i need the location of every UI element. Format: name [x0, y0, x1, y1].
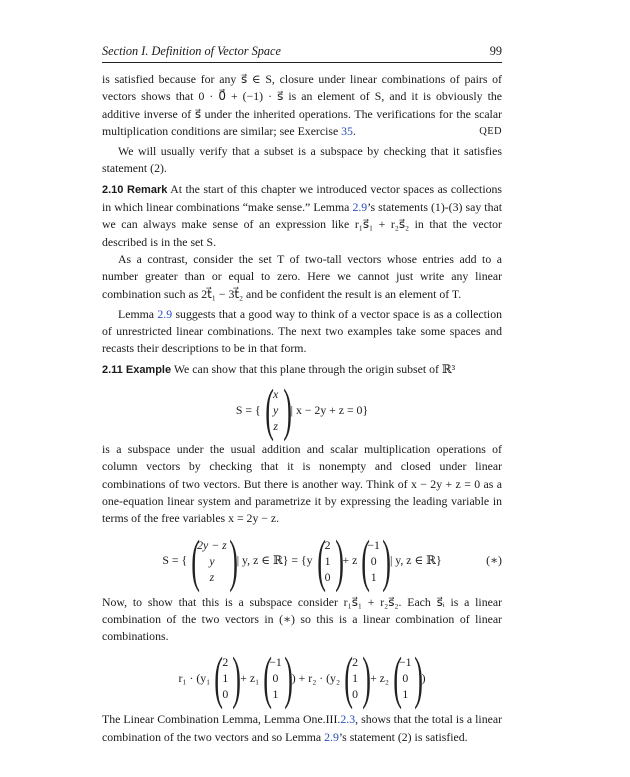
vector-entry: 0: [370, 553, 377, 568]
p7-text-a: The Linear Combination Lemma, Lemma One.III.: [102, 712, 341, 727]
eq-term: r₁ · (y₁: [178, 670, 211, 685]
vector-entry: y: [273, 403, 279, 418]
vector-entry: 2: [222, 655, 229, 670]
example-2-11: [102, 361, 502, 379]
vector-entry: 0: [352, 687, 359, 702]
column-vector: ( x y z ): [264, 377, 292, 443]
running-header: [102, 44, 502, 63]
qed-marker: QED: [479, 125, 502, 137]
column-vector: ( −1 0 1 ): [393, 645, 423, 711]
page-content: [102, 44, 502, 746]
remark-label: 2.10 Remark: [102, 183, 168, 196]
eq-term: + z₂: [370, 670, 390, 685]
eq-lhs: S = {: [162, 553, 188, 568]
vector-entry: 0: [324, 569, 331, 584]
p7-text-b: , shows that the total is a linear combination of the two vectors and so Lemma: [102, 712, 503, 744]
vector-entry: 0: [402, 671, 409, 686]
column-vector: ( 2 1 0 ): [316, 527, 344, 593]
example-label: 2.11 Example: [102, 363, 172, 376]
example-text: We can show that this plane through the origin subset of ℝ³: [171, 361, 456, 376]
p4-text-a: Lemma: [118, 306, 158, 321]
p4-text-b: suggests that a good way to think of a vector space is as a collection of unrestricted linear combinations. The next two examples take some spaces and recasts their descriptions to be in that form.: [102, 306, 502, 356]
equation-tag: (∗): [486, 553, 502, 568]
proof-text: is satisfied because for any s⃗ ∈ S, closure under linear combinations of pairs of vectors shows that 0 · 0⃗ + (−1) · s⃗ is an element of S, and it is obviously the additive inverse of s⃗ under the inherited operations. The verifications for the scalar multiplication conditions are similar; see Exercise: [102, 72, 502, 138]
equation-parametrized: [102, 527, 502, 593]
vector-entry: −1: [269, 655, 282, 670]
vector-entry: 1: [324, 553, 331, 568]
paragraph-subspace: is a subspace under the usual addition and scalar multiplication operations of column vectors by checking that it is nonempty and closed under linear combinations of two vectors. But there is another way. Think of x − 2y + z = 0 as a one-equation linear system and parametrize it by expressing the leading variable in terms of the free variables x = 2y − z.: [102, 442, 502, 526]
vector-entry: 0: [222, 687, 229, 702]
vector-entry: 2y − z: [197, 537, 227, 552]
lemma-link[interactable]: 2.9: [324, 729, 339, 744]
equation-plane-set: [102, 377, 502, 443]
eq-term: + z₁: [240, 670, 260, 685]
page-number: 99: [489, 44, 502, 58]
lemma-link[interactable]: 2.3: [340, 712, 356, 727]
paragraph-contrast: As a contrast, consider the set T of two-tall vectors whose entries add to a number greater than or equal to zero. Here we cannot just write any linear combination such as 2t⃗₁ − 3t⃗₂ and be confident the result is an element of T.: [102, 251, 502, 301]
paragraph-lemma-suggests: [102, 306, 502, 358]
p7-text-c: ’s statement (2) is satisfied.: [338, 729, 468, 744]
remark-2-10: [102, 181, 502, 251]
vector-entry: 1: [370, 569, 377, 584]
vector-entry: −1: [367, 537, 380, 552]
column-vector: ( 2 1 0 ): [214, 645, 242, 711]
column-vector: ( −1 0 1 ): [263, 645, 293, 711]
vector-entry: z: [209, 569, 215, 584]
column-vector: ( 2y − z y z ): [191, 527, 238, 593]
lemma-link[interactable]: 2.9: [352, 200, 368, 215]
eq-term: ): [421, 670, 426, 685]
vector-entry: 1: [402, 687, 409, 702]
paragraph-proof-end: [102, 71, 502, 140]
vector-entry: 0: [272, 671, 279, 686]
column-vector: ( 2 1 0 ): [344, 645, 371, 711]
remark-text-a: At the start of this chapter we introduced vector spaces as collections in which linear combinations “make sense.” Lemma: [102, 181, 502, 215]
equation-linear-combination: [102, 645, 502, 711]
column-vector: ( −1 0 1 ): [361, 527, 391, 593]
lemma-link[interactable]: 2.9: [157, 306, 173, 321]
paragraph-show-subspace: Now, to show that this is a subspace consider r₁s⃗₁ + r₂s⃗₂. Each s⃗ᵢ is a linear combination of the two vectors in (∗) so this is a linear combination of linear combinations.: [102, 594, 502, 644]
eq-term: ) + r₂ · (y₂: [291, 670, 341, 685]
period: .: [352, 123, 356, 138]
vector-entry: 1: [222, 671, 229, 686]
exercise-link[interactable]: 35: [341, 123, 353, 138]
eq-plus: + z: [342, 553, 358, 568]
section-title: Section I. Definition of Vector Space: [102, 44, 281, 58]
vector-entry: 2: [352, 655, 359, 670]
vector-entry: z: [273, 419, 278, 434]
vector-entry: −1: [399, 655, 412, 670]
eq-condition: | x − 2y + z = 0}: [290, 402, 369, 417]
remark-text-b: ’s statements (1)-(3) say that we can always make sense of an expression like r₁s⃗₁ + r₂s⃗₂ in that the vector described is in the set S.: [102, 200, 502, 249]
vector-entry: y: [209, 553, 215, 568]
paragraph-conclusion: [102, 711, 502, 746]
eq-middle: | y, z ∈ ℝ} = {y: [236, 553, 313, 568]
eq-lhs: S = {: [235, 402, 261, 417]
vector-entry: 2: [324, 537, 331, 552]
paragraph-verify: We will usually verify that a subset is a subspace by checking that it satisfies statement (2).: [102, 144, 502, 176]
vector-entry: 1: [272, 687, 279, 702]
vector-entry: 1: [352, 671, 359, 686]
vector-entry: x: [273, 387, 279, 402]
eq-end: | y, z ∈ ℝ}: [389, 553, 442, 568]
